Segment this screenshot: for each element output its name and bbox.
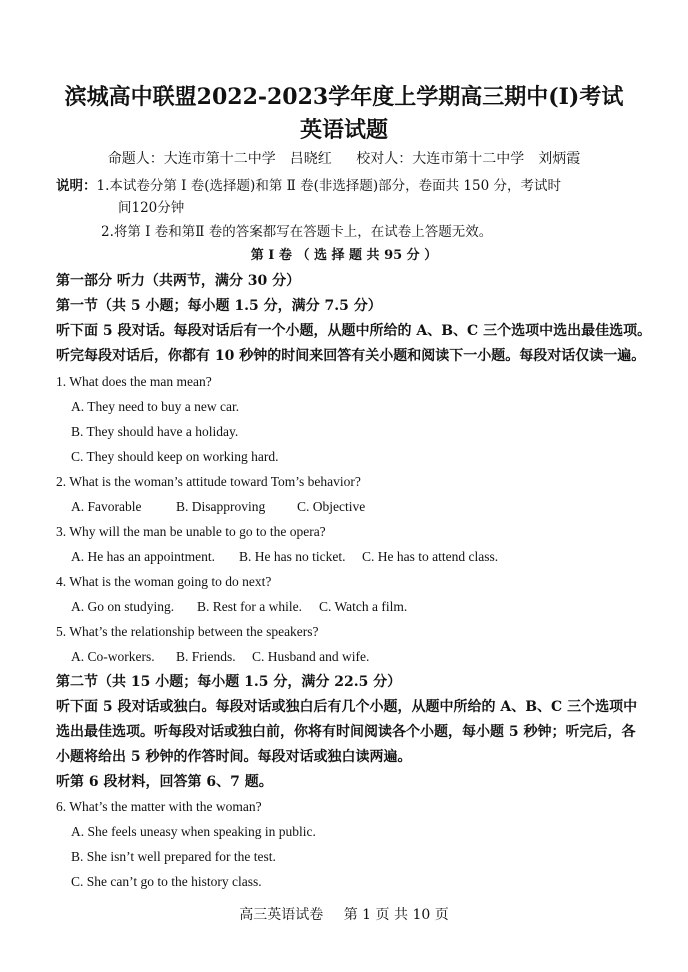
question-stem: 6. What’s the matter with the woman? [56,799,262,814]
exam-title: 滨城高中联盟2022-2023学年度上学期高三期中(I)考试 [64,84,624,110]
notes-label: 说明： [56,178,97,194]
footer-page-number: 第 1 页 共 10 页 [343,907,449,923]
question-option: A. They need to buy a new car. [71,399,240,414]
notes-line-2: 2.将第 Ⅰ 卷和第Ⅱ 卷的答案都写在答题卡上，在试卷上答题无效。 [101,224,493,240]
question-option: A. Go on studying. [71,599,175,614]
question-option: C. They should keep on working hard. [71,449,279,464]
setter: 命题人：大连市第十二中学 吕晓红 [107,151,332,167]
section2-instruction-3: 小题将给出 5 秒钟的作答时间。每段对话或独白读两遍。 [56,749,412,765]
footer-exam-name: 高三英语试卷 [239,907,324,923]
question-option: A. Favorable [71,499,142,514]
material-6-heading: 听第 6 段材料，回答第 6、7 题。 [56,774,273,790]
question-option: B. They should have a holiday. [71,424,239,439]
volume-title: 第 Ⅰ 卷 （ 选 择 题 共 95 分 ） [250,248,438,263]
question-option: B. Friends. [176,649,236,664]
question-option: A. He has an appointment. [71,549,215,564]
part1-title: 第一部分 听力（共两节，满分 30 分） [56,273,301,289]
question-option: A. She feels uneasy when speaking in public. [71,824,316,839]
section2-title: 第二节（共 15 小题；每小题 1.5 分，满分 22.5 分） [56,674,402,690]
question-stem: 4. What is the woman going to do next? [56,574,272,589]
question-stem: 2. What is the woman’s attitude toward Tom’s behavior? [56,474,361,489]
section1-title: 第一节（共 5 小题；每小题 1.5 分，满分 7.5 分） [56,298,382,314]
question-option: B. She isn’t well prepared for the test. [71,849,276,864]
section1-instruction-2: 听完每段对话后，你都有 10 秒钟的时间来回答有关小题和阅读下一小题。每段对话仅读一遍。 [56,348,646,364]
notes-line-1: 说明：1.本试卷分第 Ⅰ 卷(选择题)和第 Ⅱ 卷(非选择题)部分，卷面共 150 分，考试时 [56,178,561,194]
section2-instruction-1: 听下面 5 段对话或独白。每段对话或独白后有几个小题，从题中所给的 A、B、C 三个选项中 [56,699,638,715]
section1-instruction-1: 听下面 5 段对话。每段对话后有一个小题，从题中所给的 A、B、C 三个选项中选出最佳选项。 [56,323,652,339]
section2-instruction-2: 选出最佳选项。听每段对话或独白前，你将有时间阅读各个小题，每小题 5 秒钟；听完后，各 [56,724,636,740]
authors-line [0,148,688,168]
notes-line-1-cont: 间120分钟 [118,200,185,216]
question-option: B. Disapproving [176,499,266,514]
question-option: C. Watch a film. [319,599,408,614]
question-stem: 5. What’s the relationship between the speakers? [56,624,319,639]
question-stem: 1. What does the man mean? [56,374,212,389]
question-option: B. Rest for a while. [197,599,302,614]
page-footer [0,904,688,924]
exam-subtitle: 英语试题 [299,117,388,143]
question-option: B. He has no ticket. [239,549,346,564]
question-option: C. He has to attend class. [362,549,499,564]
question-option: C. Husband and wife. [252,649,370,664]
question-stem: 3. Why will the man be unable to go to the opera? [56,524,326,539]
question-option: C. She can’t go to the history class. [71,874,262,889]
question-option: C. Objective [297,499,366,514]
question-option: A. Co-workers. [71,649,155,664]
checker: 校对人：大连市第十二中学 刘炳霞 [356,151,581,167]
